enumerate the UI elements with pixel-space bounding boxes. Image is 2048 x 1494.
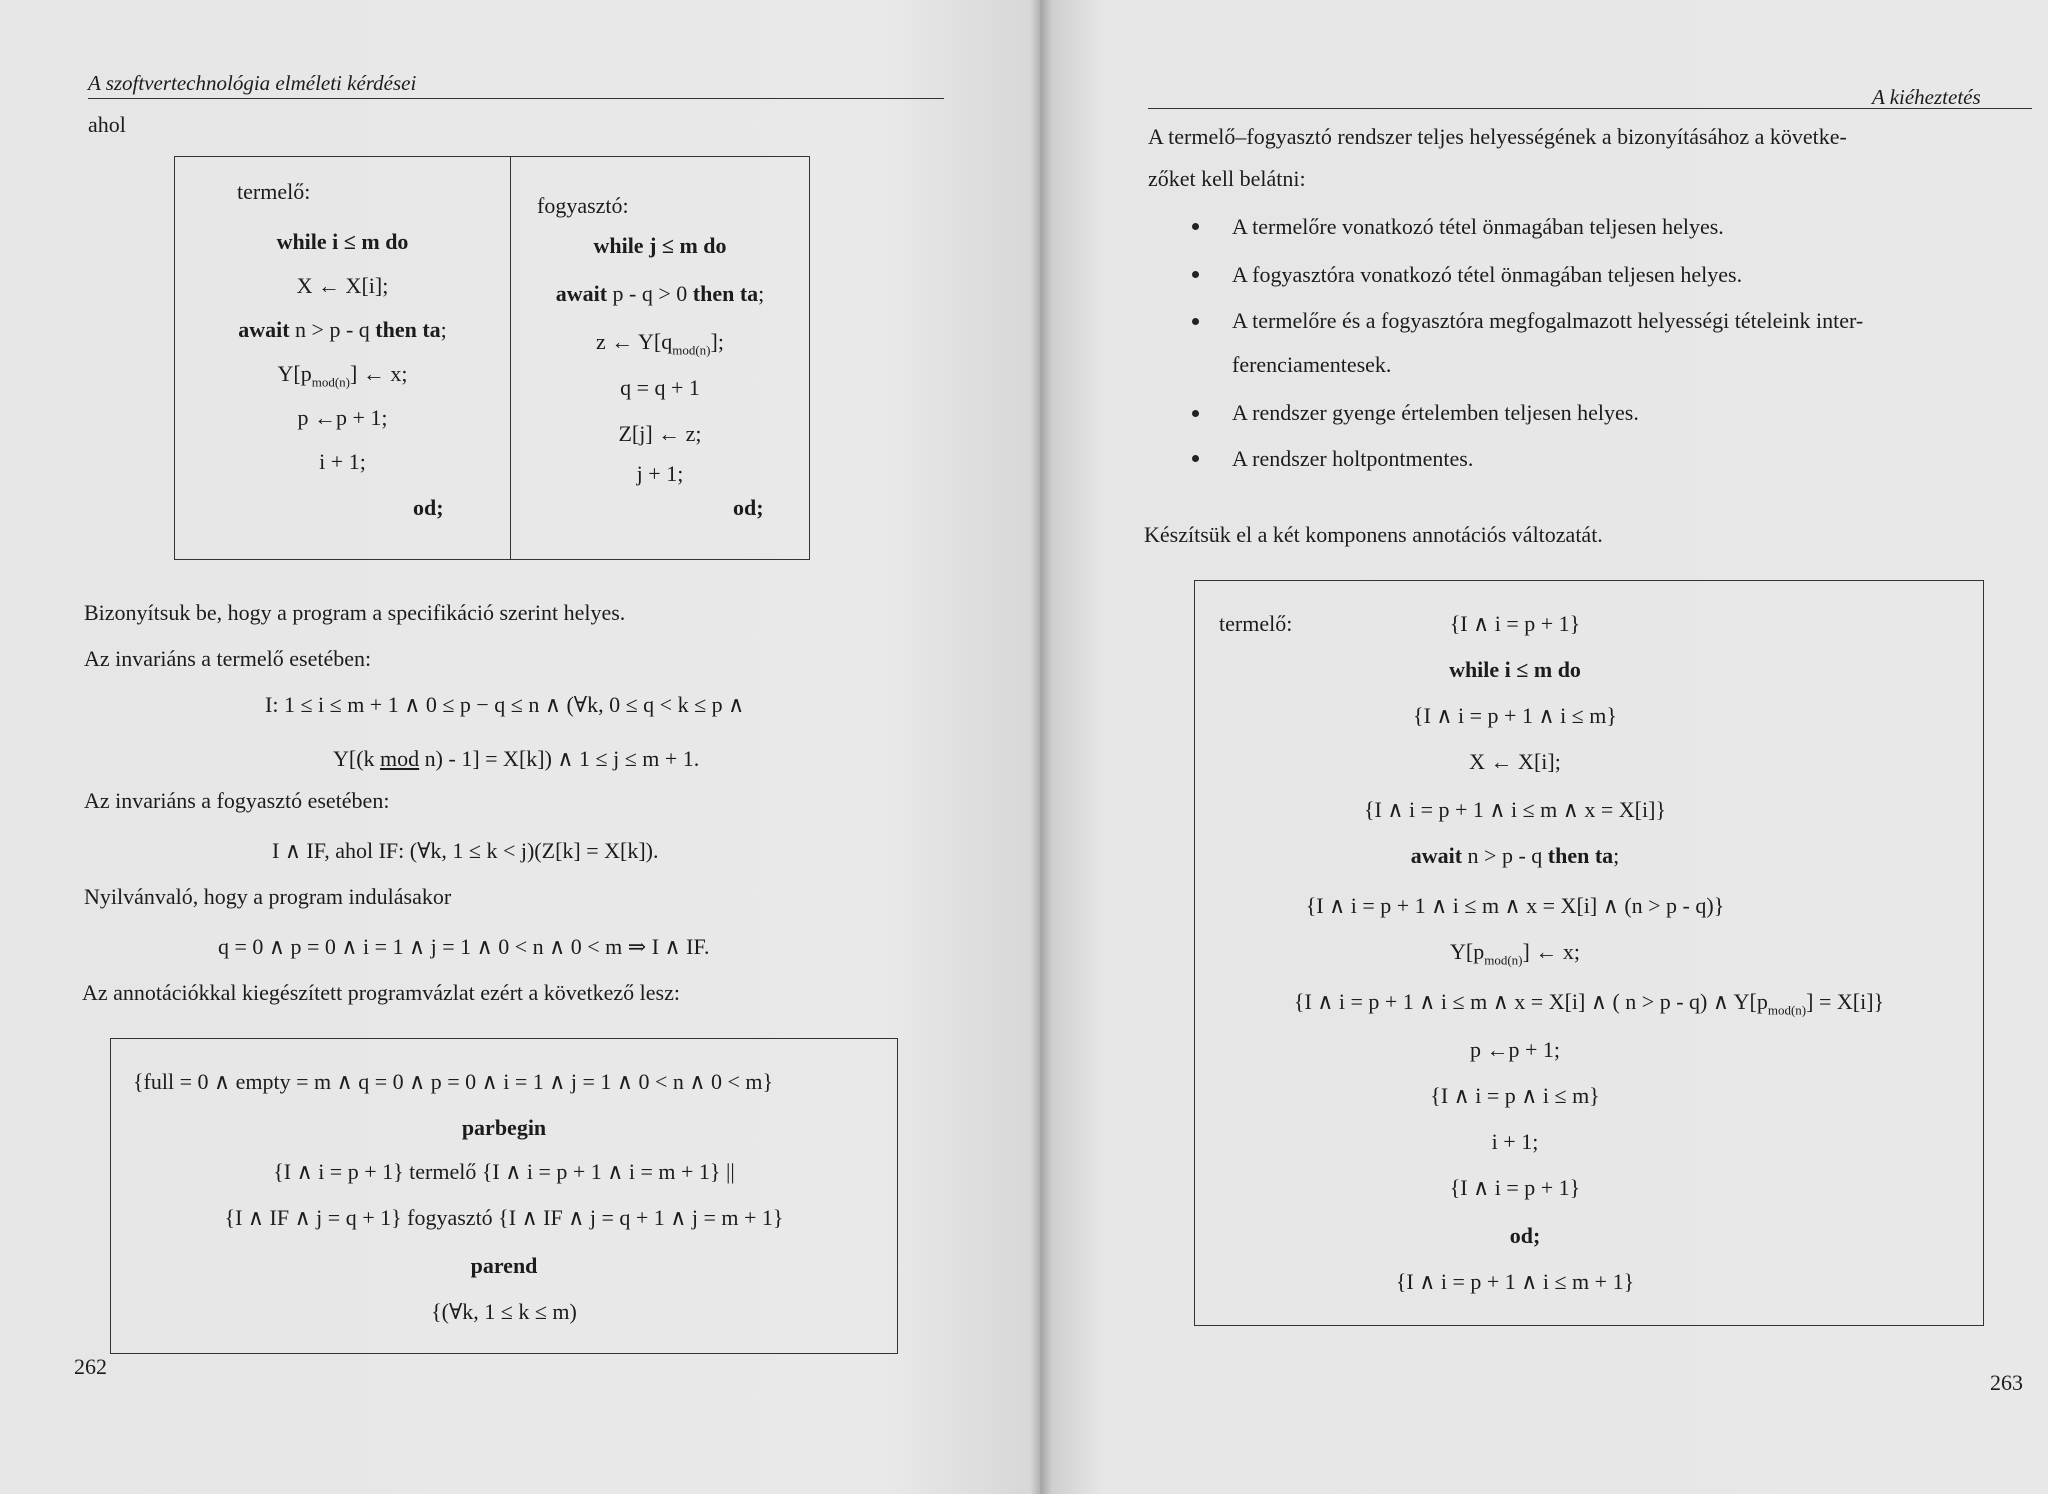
para-4: Nyilvánvaló, hogy a program indulásakor — [84, 884, 452, 909]
bullet-3: A termelőre és a fogyasztóra megfogalmazott helyességi tételeink inter- — [1232, 308, 1864, 333]
pa-line-10: p ←p + 1; — [1469, 1037, 1561, 1062]
bullet-dot-5 — [1192, 455, 1199, 462]
consumer-line-2: await p - q > 0 then ta; — [555, 281, 765, 306]
producer-consumer-box — [174, 156, 810, 560]
pa-line-7: {I ∧ i = p + 1 ∧ i ≤ m ∧ x = X[i] ∧ (n > p - q)} — [1305, 893, 1725, 918]
para-1: Bizonyítsuk be, hogy a program a specifikáció szerint helyes. — [84, 600, 626, 625]
producer-line-3: await n > p - q then ta; — [238, 317, 447, 342]
bullet-dot-1 — [1192, 223, 1199, 230]
bullet-1: A termelőre vonatkozó tétel önmagában teljesen helyes. — [1232, 214, 1724, 239]
ahol-label: ahol — [88, 112, 126, 137]
pa-line-5: {I ∧ i = p + 1 ∧ i ≤ m ∧ x = X[i]} — [1363, 797, 1667, 822]
bullet-dot-2 — [1192, 271, 1199, 278]
consumer-line-5: Z[j] ← z; — [618, 421, 702, 446]
annot-line-6: {(∀k, 1 ≤ k ≤ m) — [431, 1299, 577, 1324]
intro-line-1: A termelő–fogyasztó rendszer teljes helyességének a bizonyításához a követke- — [1148, 124, 1847, 149]
annot-line-1: {full = 0 ∧ empty = m ∧ q = 0 ∧ p = 0 ∧ i = 1 ∧ j = 1 ∧ 0 < n ∧ 0 < m} — [133, 1069, 774, 1094]
para-3: Az invariáns a fogyasztó esetében: — [84, 788, 390, 813]
bullet-5: A rendszer holtpontmentes. — [1232, 446, 1474, 471]
producer-line-2: X ← X[i]; — [296, 273, 389, 298]
producer-line-4: $Y[p_{mod(n)}]$ ← x; — [277, 361, 408, 390]
invariant-1-line-2 — [333, 746, 699, 772]
producer-annotation-box — [1194, 580, 1984, 1326]
bullet-dot-3 — [1192, 318, 1199, 325]
para-2: Az invariáns a termelő esetében: — [84, 646, 372, 671]
right-running-head: A kiéheztetés — [1872, 85, 1981, 109]
right-head-rule — [1148, 108, 2032, 109]
producer-line-5: p ←p + 1; — [297, 405, 388, 430]
producer-label: termelő: — [237, 179, 311, 204]
pa-line-3: {I ∧ i = p + 1 ∧ i ≤ m} — [1413, 703, 1617, 728]
left-running-head: A szoftvertechnológia elméleti kérdései — [88, 71, 417, 95]
inv1-post: n) - 1] = X[k]) ∧ 1 ≤ j ≤ m + 1. — [419, 746, 700, 771]
consumer-label: fogyasztó: — [537, 193, 629, 218]
pa-line-13: {I ∧ i = p + 1} — [1449, 1175, 1581, 1200]
book-gutter — [1030, 0, 1052, 1494]
pa-line-11: {I ∧ i = p ∧ i ≤ m} — [1430, 1083, 1600, 1108]
producer-line-6: i + 1; — [319, 449, 366, 474]
pa-line-9: {I ∧ i = p + 1 ∧ i ≤ m ∧ x = X[i] ∧ ( n > p - q) ∧ $Y[p_{mod(n)}] = X[i]$} — [1293, 989, 1885, 1018]
bullet-dot-4 — [1192, 410, 1199, 417]
pa-line-6: await n > p - q then ta; — [1410, 843, 1620, 868]
producer-line-1: while i ≤ m do — [276, 229, 409, 254]
invariant-2: I ∧ IF, ahol IF: (∀k, 1 ≤ k < j)(Z[k] = X[k]). — [272, 838, 659, 863]
right-para: Készítsük el a két komponens annotációs változatát. — [1144, 522, 1603, 547]
left-page-number: 262 — [74, 1354, 107, 1379]
consumer-line-3: z ← $Y[q_{mod(n)}]$; — [596, 329, 724, 358]
bullet-3-cont: ferenciamentesek. — [1232, 352, 1392, 377]
intro-line-2: zőket kell belátni: — [1148, 166, 1306, 191]
annot-line-2: parbegin — [461, 1115, 547, 1140]
annot-line-4: {I ∧ IF ∧ j = q + 1} fogyasztó {I ∧ IF ∧ j = q + 1 ∧ j = m + 1} — [224, 1205, 784, 1230]
producer-annot-label: termelő: — [1219, 611, 1293, 636]
invariant-1-line-1: I: 1 ≤ i ≤ m + 1 ∧ 0 ≤ p − q ≤ n ∧ (∀k, 0 ≤ q < k ≤ p ∧ — [265, 692, 745, 717]
producer-line-7: od; — [413, 495, 444, 520]
bullet-2: A fogyasztóra vonatkozó tétel önmagában teljesen helyes. — [1232, 262, 1743, 287]
pa-line-15: {I ∧ i = p + 1 ∧ i ≤ m + 1} — [1395, 1269, 1635, 1294]
para-5: Az annotációkkal kiegészített programvázlat ezért a következő lesz: — [82, 980, 680, 1005]
left-head-rule — [88, 98, 944, 99]
pa-line-4: X ← X[i]; — [1469, 749, 1561, 774]
right-page — [1040, 0, 2048, 1494]
pa-line-1: {I ∧ i = p + 1} — [1449, 611, 1581, 636]
consumer-line-1: while j ≤ m do — [593, 233, 727, 258]
annotated-program-box — [110, 1038, 898, 1354]
pa-line-8: $Y[p_{mod(n)}]$ ← x; — [1450, 939, 1580, 968]
consumer-line-4: q = q + 1 — [620, 375, 700, 400]
consumer-line-7: od; — [733, 495, 764, 520]
consumer-line-6: j + 1; — [636, 461, 684, 486]
pa-line-12: i + 1; — [1491, 1129, 1539, 1154]
bullet-4: A rendszer gyenge értelemben teljesen helyes. — [1232, 400, 1639, 425]
pa-line-2: while i ≤ m do — [1449, 657, 1581, 682]
pa-line-14: od; — [1509, 1223, 1541, 1248]
init-formula: q = 0 ∧ p = 0 ∧ i = 1 ∧ j = 1 ∧ 0 < n ∧ 0 < m ⇒ I ∧ IF. — [218, 934, 710, 959]
inv1-pre: Y[(k — [333, 746, 381, 771]
right-page-number: 263 — [1990, 1370, 2023, 1395]
inv1-mod: mod — [380, 746, 420, 771]
annot-line-3: {I ∧ i = p + 1} termelő {I ∧ i = p + 1 ∧ i = m + 1} || — [273, 1159, 735, 1184]
annot-line-5: parend — [470, 1253, 538, 1278]
